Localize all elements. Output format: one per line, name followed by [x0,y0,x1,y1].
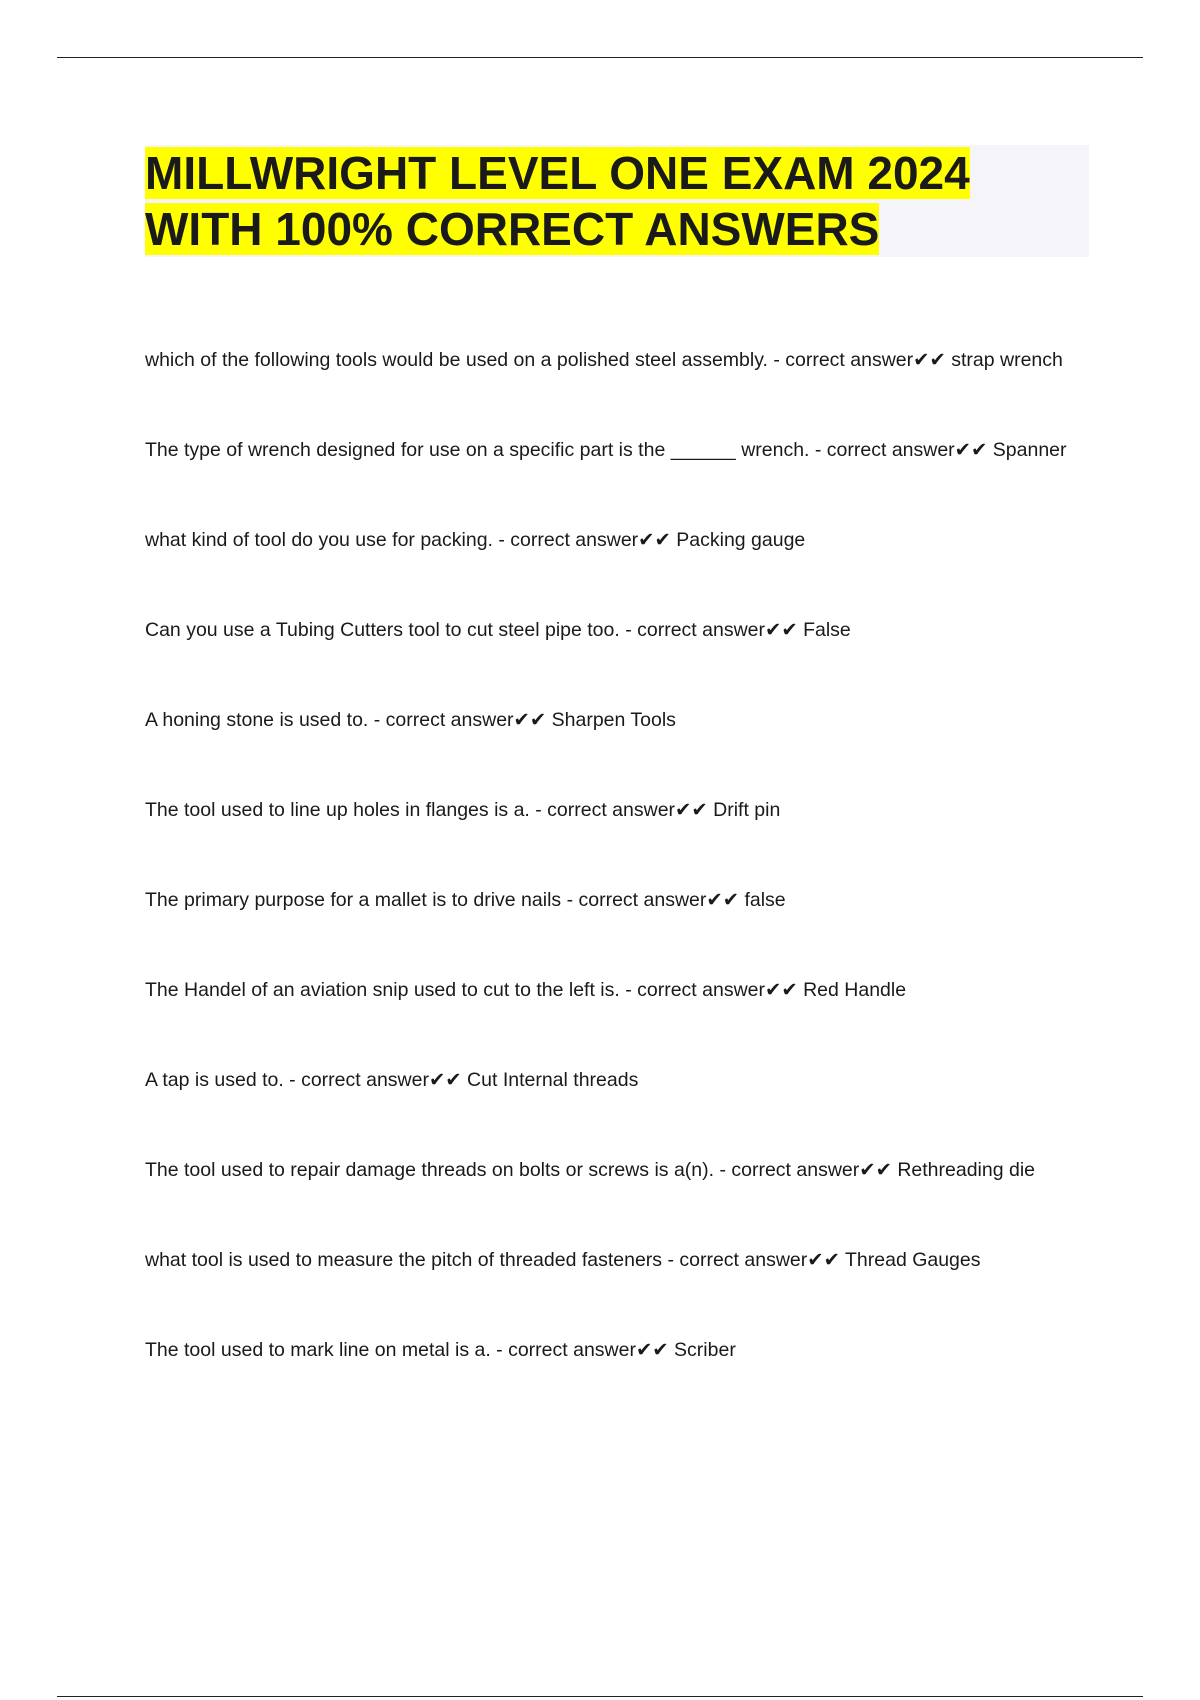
title-line-2: WITH 100% CORRECT ANSWERS [145,203,880,255]
qa-item: The Handel of an aviation snip used to cut to the left is. - correct answer✔✔ Red Handle [145,979,907,1001]
qa-item: Can you use a Tubing Cutters tool to cut steel pipe too. - correct answer✔✔ False [145,619,851,641]
qa-item: what tool is used to measure the pitch of threaded fasteners - correct answer✔✔ Thread Gauges [145,1249,981,1271]
document-title [145,145,1089,257]
qa-item: A tap is used to. - correct answer✔✔ Cut Internal threads [145,1069,639,1091]
qa-item: A honing stone is used to. - correct answer✔✔ Sharpen Tools [145,709,676,731]
top-divider [57,57,1143,58]
title-line-1: MILLWRIGHT LEVEL ONE EXAM 2024 [145,147,970,199]
qa-item: The tool used to mark line on metal is a. - correct answer✔✔ Scriber [145,1339,736,1361]
qa-list [145,345,1090,1365]
qa-item: The tool used to repair damage threads on bolts or screws is a(n). - correct answer✔✔ Rethreading die [145,1159,1036,1181]
qa-item: The type of wrench designed for use on a specific part is the ______ wrench. - correct answer✔✔ Spanner [145,439,1067,461]
qa-item: The primary purpose for a mallet is to drive nails - correct answer✔✔ false [145,889,786,911]
bottom-divider [57,1696,1143,1697]
qa-item: what kind of tool do you use for packing. - correct answer✔✔ Packing gauge [145,529,806,551]
qa-item: The tool used to line up holes in flanges is a. - correct answer✔✔ Drift pin [145,799,781,821]
qa-item: which of the following tools would be used on a polished steel assembly. - correct answer✔✔ strap wrench [145,349,1063,371]
